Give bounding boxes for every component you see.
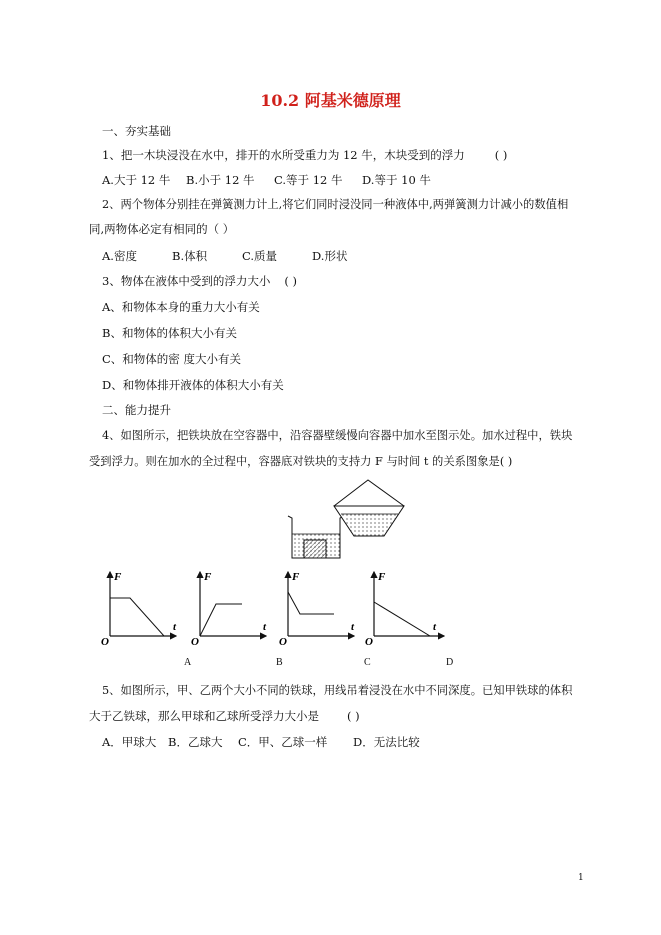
question-3-option-b: B、和物体的体积大小有关 <box>102 326 237 340</box>
graph-a <box>101 571 177 648</box>
option-a: A.密度 <box>102 249 137 263</box>
tapered-container <box>334 480 404 536</box>
option-a: A.大于 12 牛 <box>102 173 171 187</box>
question-3-stem: 3、物体在液体中受到的浮力大小 ( ) <box>102 274 297 288</box>
origin-label: O <box>365 636 373 648</box>
origin-label: O <box>279 636 287 648</box>
graph-label-d: D <box>446 657 454 668</box>
option-c: C.质量 <box>242 249 278 263</box>
section-heading-advanced: 二、能力提升 <box>102 403 171 417</box>
section-heading-basic: 一、夯实基础 <box>102 124 171 138</box>
question-2-line-2: 同,两物体必定有相同的（ ） <box>89 222 235 236</box>
question-3-option-d: D、和物体排开液体的体积大小有关 <box>102 378 284 392</box>
question-5-line-1: 5、如图所示，甲、乙两个大小不同的铁球，用线吊着浸没在水中不同深度。已知甲铁球的体积 <box>102 684 573 697</box>
option-d: D.形状 <box>312 249 348 263</box>
axis-label-f: F <box>378 571 386 583</box>
graph-label-a: A <box>184 657 192 668</box>
graph-c <box>279 571 355 648</box>
option-c: C．甲、乙球一样 <box>238 735 328 749</box>
axis-label-t: t <box>433 621 437 633</box>
answer-graphs <box>96 566 456 650</box>
axis-label-t: t <box>263 621 267 633</box>
option-d: D．无法比较 <box>353 735 420 749</box>
graph-label-c: C <box>364 657 371 668</box>
question-3-option-c: C、和物体的密 度大小有关 <box>102 352 241 366</box>
graph-d <box>365 571 444 648</box>
axis-label-f: F <box>114 571 122 583</box>
question-2-options <box>102 248 347 264</box>
axis-label-f: F <box>292 571 300 583</box>
option-b: B.体积 <box>172 249 208 263</box>
axis-label-f: F <box>204 571 212 583</box>
question-2-line-1: 2、两个物体分别挂在弹簧测力计上,将它们同时浸没同一种液体中,两弹簧测力计减小的数值相 <box>102 198 569 211</box>
question-5-line-2: 大于乙铁球，那么甲球和乙球所受浮力大小是 ( ) <box>89 709 360 723</box>
question-1-stem: 1、把一木块浸没在水中，排开的水所受重力为 12 牛，木块受到的浮力 ( ) <box>102 148 508 162</box>
axis-label-t: t <box>173 621 177 633</box>
question-5-options <box>102 734 420 750</box>
beaker-with-iron-block <box>288 516 344 558</box>
graph-label-b: B <box>276 657 283 668</box>
option-a: A．甲球大 <box>102 735 157 749</box>
question-4-line-2: 受到浮力。则在加水的全过程中，容器底对铁块的支持力 F 与时间 t 的关系图象是( ) <box>89 455 513 468</box>
question-4-line-1: 4、如图所示，把铁块放在空容器中，沿容器壁缓慢向容器中加水至图示处。加水过程中，铁块 <box>102 429 573 442</box>
question-1-options <box>102 172 431 188</box>
option-b: B．乙球大 <box>168 735 223 749</box>
origin-label: O <box>191 636 199 648</box>
page-title: 10.2 阿基米德原理 <box>260 91 401 110</box>
axis-label-t: t <box>351 621 355 633</box>
origin-label: O <box>101 636 109 648</box>
page-number: 1 <box>578 873 584 883</box>
option-c: C.等于 12 牛 <box>274 173 343 187</box>
container-figure <box>286 478 446 562</box>
option-d: D.等于 10 牛 <box>362 173 431 187</box>
option-b: B.小于 12 牛 <box>186 173 255 187</box>
question-3-option-a: A、和物体本身的重力大小有关 <box>102 300 260 314</box>
graph-b <box>191 571 267 648</box>
